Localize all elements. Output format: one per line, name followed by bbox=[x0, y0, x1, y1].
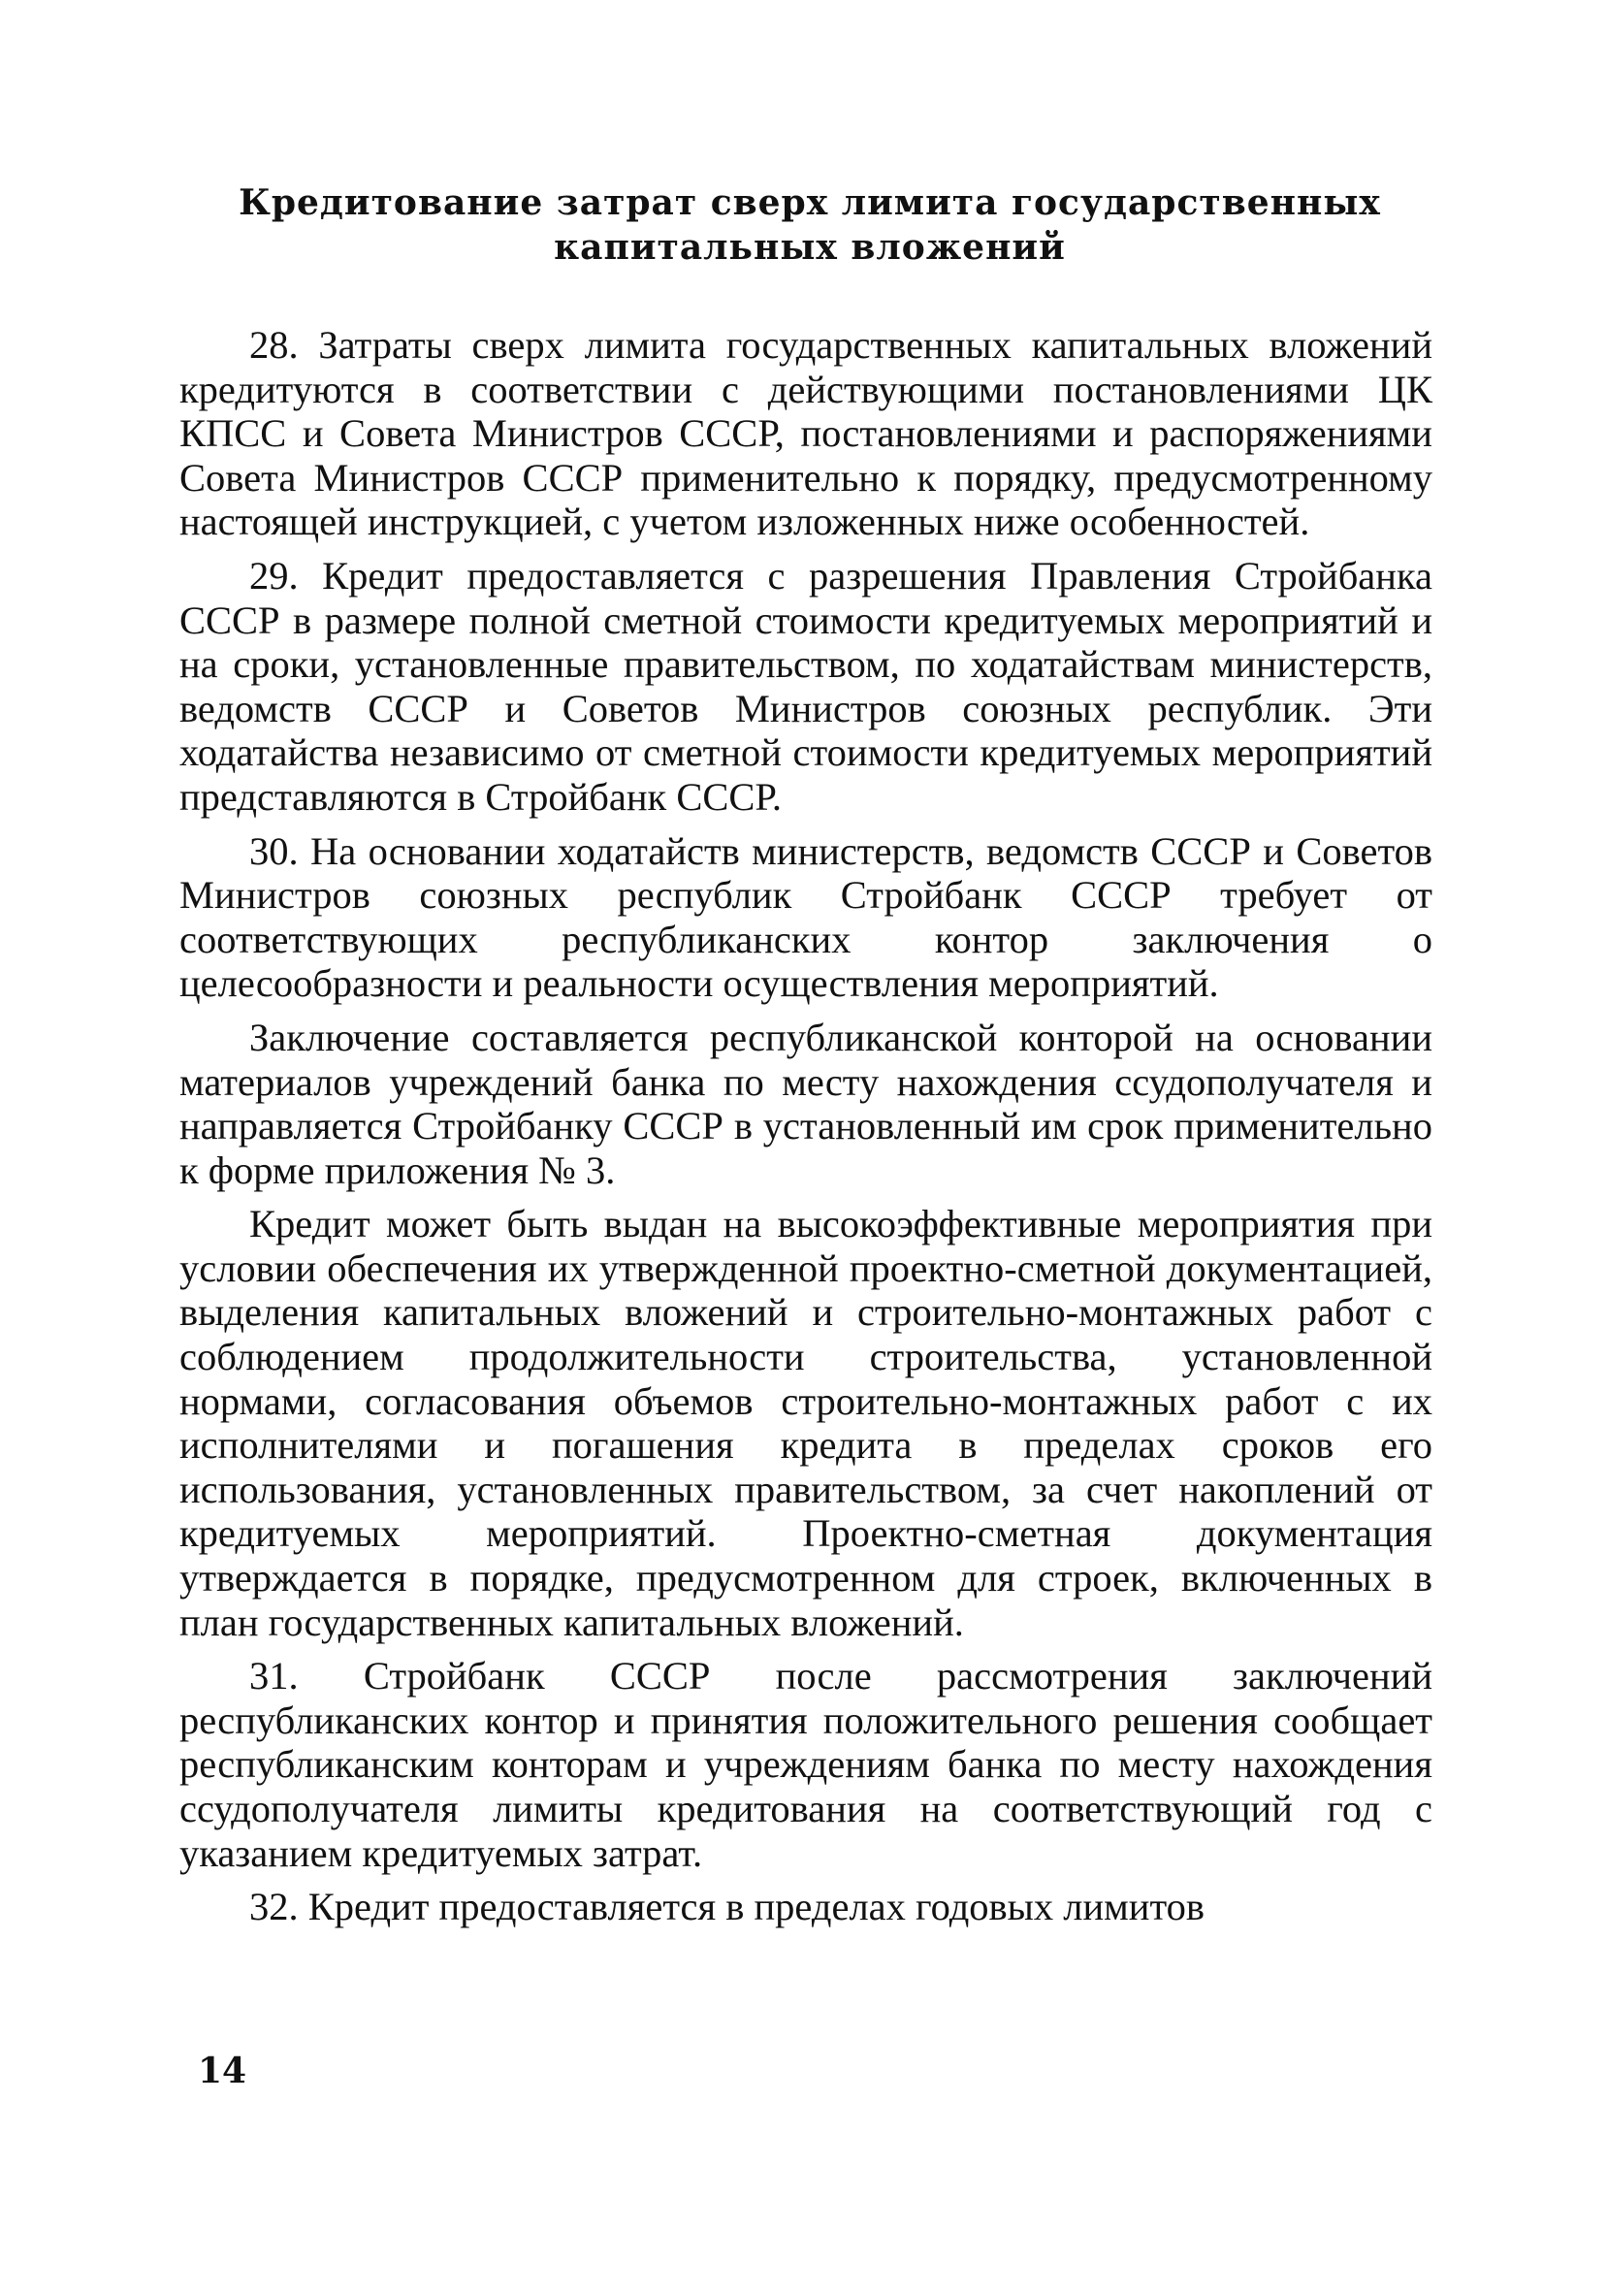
paragraph-29: 29. Кредит предоставляется с разрешения Правления Стройбанка СССР в размере полной сметной стоимости кредитуемых мероприятий и на сроки, установленные правительством, по ходатайствам министерств, ведомств СССР и Советов Министров союзных республик. Эти ходатайства независимо от сметной стоимости кредитуемых мероприятий представляются в Стройбанк СССР. bbox=[179, 553, 1432, 819]
body-text bbox=[179, 323, 1432, 1939]
paragraph-30-credit-conditions: Кредит может быть выдан на высокоэффективные мероприятия при условии обеспечения их утвержденной проектно-сметной документацией, выделения капитальных вложений и строительно-монтажных работ с соблюдением продолжительности строительства, установленной нормами, согласования объемов строительно-монтажных работ с их исполнителями и погашения кредита в пределах сроков его использования, установленных правительством, за счет накоплений от кредитуемых мероприятий. Проектно-сметная документация утверждается в порядке, предусмотренном для строек, включенных в план государственных капитальных вложений. bbox=[179, 1202, 1432, 1644]
section-heading bbox=[184, 180, 1435, 270]
paragraph-28: 28. Затраты сверх лимита государственных капитальных вложений кредитуются в соответствии с действующими постановлениями ЦК КПСС и Совета Министров СССР, постановлениями и распоряжениями Совета Министров СССР применительно к порядку, предусмотренному настоящей инструкцией, с учетом изложенных ниже особенностей. bbox=[179, 323, 1432, 544]
page-number: 14 bbox=[198, 2051, 247, 2091]
paragraph-32: 32. Кредит предоставляется в пределах годовых лимитов bbox=[249, 1885, 1205, 1929]
section-heading-line-2: капитальных вложений bbox=[554, 227, 1066, 268]
section-heading-line-1: Кредитование затрат сверх лимита государственных bbox=[239, 182, 1381, 223]
paragraph-30-conclusion: Заключение составляется республиканской конторой на основании материалов учреждений банка по месту нахождения ссудополучателя и направляется Стройбанку СССР в установленный им срок применительно к форме приложения № 3. bbox=[179, 1015, 1432, 1192]
paragraph-30: 30. На основании ходатайств министерств, ведомств СССР и Советов Министров союзных республик Стройбанк СССР требует от соответствующих республиканских контор заключения о целесообразности и реальности осуществления мероприятий. bbox=[179, 828, 1432, 1006]
paragraph-31: 31. Стройбанк СССР после рассмотрения заключений республиканских контор и принятия положительного решения сообщает республиканским конторам и учреждениям банка по месту нахождения ссудополучателя лимиты кредитования на соответствующий год с указанием кредитуемых затрат. bbox=[179, 1654, 1432, 1875]
